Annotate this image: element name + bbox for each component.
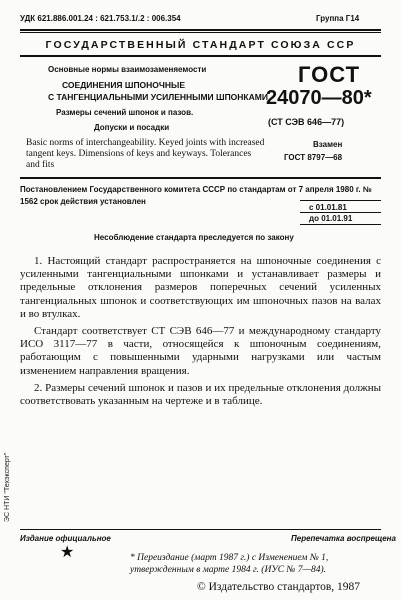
date-rule-top	[300, 200, 381, 201]
side-stamp-text: ЭС НТИ "Техэксперт"	[4, 452, 11, 522]
group-code: Группа Г14	[316, 14, 360, 23]
law-notice: Несоблюдение стандарта преследуется по закону	[94, 233, 294, 242]
title-line-2: С ТАНГЕНЦИАЛЬНЫМИ УСИЛЕННЫМИ ШПОНКАМИ	[48, 92, 268, 102]
subtitle-tolerances: Допуски и посадки	[94, 123, 170, 132]
paragraph-1: 1. Настоящий стандарт распространяется на шпоночные соединения с усиленными тангенциальными шпонками и устанавливает размеры и предельные отклонения размеров поперечных сечений усиленных тангенциальных шпонок и соответствующих им шпоночных пазов на валах и во втулках.	[20, 255, 381, 320]
date-rule-middle	[300, 212, 381, 213]
basic-norms-heading: Основные нормы взаимозаменяемости	[48, 65, 207, 74]
header-rule-bottom	[20, 55, 381, 57]
replaces-label: Взамен	[313, 140, 343, 149]
official-edition-label: Издание официальное	[20, 534, 111, 543]
english-title: Basic norms of interchangeability. Keyed joints with increased tangent keys. Dimensions of keys and keyways. Tolerances and fits	[26, 138, 265, 170]
date-rule-bottom	[300, 224, 381, 225]
footer-rule	[20, 529, 381, 530]
paragraph-3: 2. Размеры сечений шпонок и пазов и их предельные отклонения должны соответствовать указанным на чертеже и в таблице.	[20, 382, 381, 408]
copyright: © Издательство стандартов, 1987	[197, 581, 361, 593]
header-rule-top	[20, 29, 381, 31]
header-rule-top-thin	[20, 32, 381, 33]
udk-code: УДК 621.886.001.24 : 621.753.1/.2 : 006.354	[20, 14, 181, 23]
side-stamp	[1, 322, 11, 522]
reprint-prohibited-label: Перепечатка воспрещена	[291, 534, 396, 543]
gost-label: ГОСТ	[298, 62, 361, 87]
title-line-1: СОЕДИНЕНИЯ ШПОНОЧНЫЕ	[62, 80, 186, 90]
title-block-rule	[20, 177, 381, 179]
gost-number: 24070—80*	[266, 87, 372, 109]
decree-text: Постановлением Государственного комитета СССР по стандартам от 7 апреля 1980 г. № 1562 срок действия установлен	[20, 185, 372, 206]
paragraph-2: Стандарт соответствует СТ СЭВ 646—77 и международному стандарту ИСО 3117—77 в части, относящейся к шпоночным соединениям, работающим с повышенными ударными нагрузками или частым изменением направления вращения.	[20, 325, 381, 377]
reissue-note: * Переиздание (март 1987 г.) с Изменением № 1, утвержденным в марте 1984 г. (ИУС № 7—84).	[130, 553, 329, 575]
valid-from-date: с 01.01.81	[309, 203, 347, 212]
replaced-standard: ГОСТ 8797—68	[284, 153, 343, 162]
st-sev-reference: (СТ СЭВ 646—77)	[268, 117, 345, 127]
subtitle-sizes: Размеры сечений шпонок и пазов.	[56, 108, 194, 117]
valid-to-date: до 01.01.91	[309, 214, 353, 223]
state-standard-heading: ГОСУДАРСТВЕННЫЙ СТАНДАРТ СОЮЗА ССР	[45, 39, 356, 51]
star-icon: ★	[60, 544, 75, 561]
